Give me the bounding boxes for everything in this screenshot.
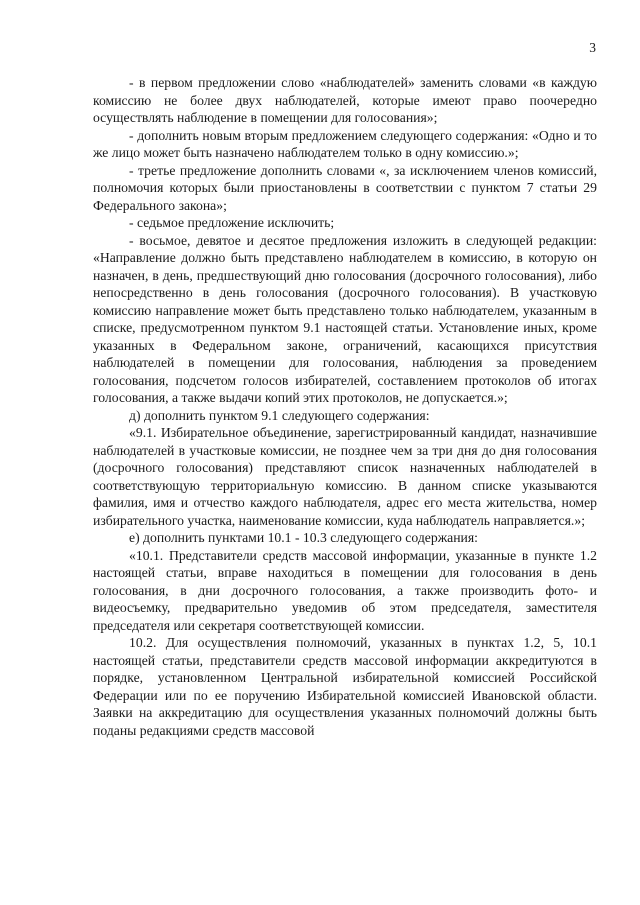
paragraph-add-second-sentence: - дополнить новым вторым предложением следующего содержания: «Одно и то же лицо может быть назначено наблюдателем только в одну комиссию.»; bbox=[93, 127, 597, 160]
page-number: 3 bbox=[589, 40, 596, 55]
document-body bbox=[93, 74, 597, 739]
paragraph-clause-10-2: 10.2. Для осуществления полномочий, указанных в пунктах 1.2, 5, 10.1 настоящей статьи, представители средств массовой информации аккредитуются в порядке, установленном Центральной избирательной комиссией Российской Федерации или по ее поручению Избирательной комиссией Ивановской области. Заявки на аккредитацию для осуществления указанных полномочий должны быть поданы редакциями средств массовой bbox=[93, 635, 597, 738]
paragraph-item-e: е) дополнить пунктами 10.1 - 10.3 следующего содержания: bbox=[129, 530, 478, 545]
paragraph-replace-observers: - в первом предложении слово «наблюдателей» заменить словами «в каждую комиссию не более двух наблюдателей, которые имеют право поочередно осуществлять наблюдение в помещении для голосования»; bbox=[93, 75, 597, 125]
paragraph-seventh-sentence: - седьмое предложение исключить; bbox=[129, 215, 335, 230]
paragraph-third-sentence: - третье предложение дополнить словами «, за исключением членов комиссий, полномочия которых были приостановлены в соответствии с пунктом 7 статьи 29 Федерального закона»; bbox=[93, 162, 597, 213]
paragraph-item-d: д) дополнить пунктом 9.1 следующего содержания: bbox=[129, 407, 430, 423]
paragraph-clause-9-1: «9.1. Избирательное объединение, зарегистрированный кандидат, назначившие наблюдателей в участковые комиссии, не позднее чем за три дня до дня голосования (досрочного голосования) представляют список назначенных наблюдателей в соответствующую территориальную комиссию. В данном списке указываются фамилия, имя и отчество каждого наблюдателя, адрес его места жительства, номер избирательного участка, наименование комиссии, куда наблюдатель направляется.»; bbox=[93, 425, 597, 528]
paragraph-eighth-ninth-tenth: - восьмое, девятое и десятое предложения изложить в следующей редакции: «Направление должно быть представлено наблюдателем в комиссию, в которую он назначен, в день, предшествующий дню голосования (досрочного голосования), либо непосредственно в день голосования (досрочного голосования). В участковую комиссию направление может быть представлено только наблюдателем, указанным в списке, предусмотренном пунктом 9.1 настоящей статьи. Установление иных, кроме указанных в Федеральном законе, ограничений, касающихся присутствия наблюдателей в помещении для голосования, наблюдения за проведением голосования, подсчетом голосов избирателей, составлением протоколов об итогах голосования, а также выдачи копий этих протоколов, не допускается.»; bbox=[93, 232, 597, 405]
paragraph-clause-10-1: «10.1. Представители средств массовой информации, указанные в пункте 1.2 настоящей статьи, вправе находиться в помещении для голосования в день голосования, в дни досрочного голосования, а также производить фото- и видеосъемку, предварительно уведомив об этом председателя, заместителя председателя или секретаря соответствующей комиссии. bbox=[93, 547, 597, 633]
